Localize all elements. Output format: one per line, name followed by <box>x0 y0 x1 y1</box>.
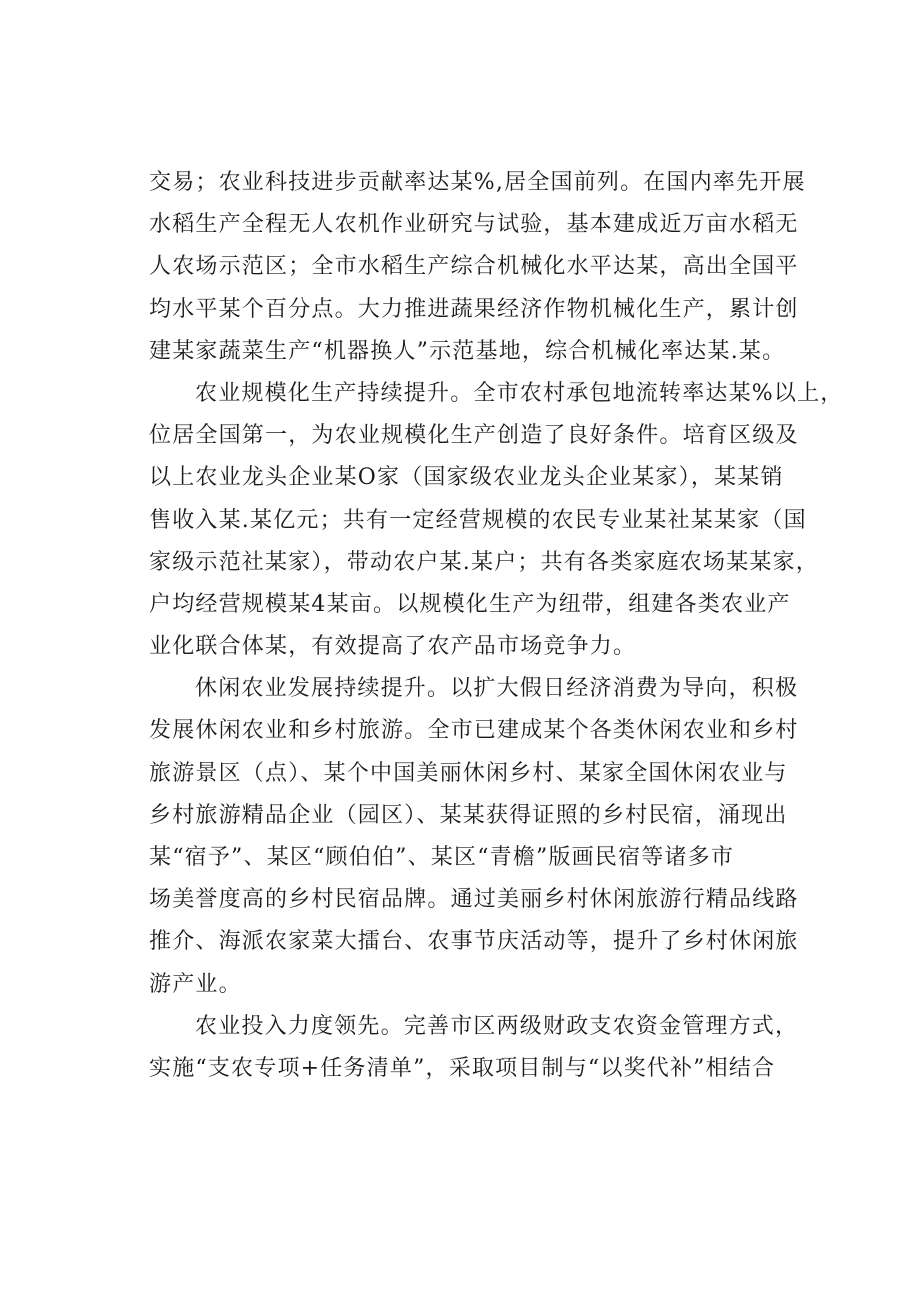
paragraph-line: 实施“支农专项+任务清单”，采取项目制与“以奖代补”相结合 <box>149 1055 776 1081</box>
paragraph-line: 农业规模化生产持续提升。全市农村承包地流转率达某%以上， <box>195 380 844 406</box>
paragraph-line: 人农场示范区；全市水稻生产综合机械化水平达某，高出全国平 <box>149 254 799 280</box>
paragraph-line: 均水平某个百分点。大力推进蔬果经济作物机械化生产，累计创 <box>149 296 799 322</box>
paragraph-line: 水稻生产全程无人农机作业研究与试验，基本建成近万亩水稻无 <box>149 212 799 238</box>
paragraph-line: 建某家蔬菜生产“机器换人”示范基地，综合机械化率达某.某。 <box>149 338 786 364</box>
paragraph-line: 推介、海派农家菜大擂台、农事节庆活动等，提升了乡村休闲旅 <box>149 929 799 955</box>
paragraph-line: 旅游景区（点）、某个中国美丽休闲乡村、某家全国休闲农业与 <box>149 760 788 786</box>
paragraph-1 <box>149 162 809 373</box>
paragraph-line: 售收入某.某亿元；共有一定经营规模的农民专业某社某某家（国 <box>149 507 807 533</box>
paragraph-line: 乡村旅游精品企业（园区）、某某获得证照的乡村民宿，涌现出 <box>149 802 788 828</box>
paragraph-line: 某“宿予”、某区“顾伯伯”、某区“青檐”版画民宿等诸多市 <box>149 845 735 870</box>
paragraph-4 <box>149 1006 809 1090</box>
paragraph-line: 位居全国第一，为农业规模化生产创造了良好条件。培育区级及 <box>149 423 799 449</box>
paragraph-2 <box>149 373 844 668</box>
paragraph-line: 农业投入力度领先。完善市区两级财政支农资金管理方式， <box>195 1013 799 1039</box>
paragraph-3 <box>149 668 809 1006</box>
paragraph-line: 休闲农业发展持续提升。以扩大假日经济消费为导向，积极 <box>195 676 799 702</box>
paragraph-line: 交易；农业科技进步贡献率达某%,居全国前列。在国内率先开展 <box>149 170 806 195</box>
paragraph-line: 发展休闲农业和乡村旅游。全市已建成某个各类休闲农业和乡村 <box>149 718 799 744</box>
paragraph-line: 业化联合体某，有效提高了农产品市场竞争力。 <box>149 634 637 660</box>
paragraph-line: 以上农业龙头企业某O家（国家级农业龙头企业某家），某某销 <box>149 465 784 491</box>
paragraph-line: 家级示范社某家），带动农户某.某户；共有各类家庭农场某某家， <box>149 549 819 575</box>
paragraph-line: 游产业。 <box>149 971 242 997</box>
paragraph-line: 场美誉度高的乡村民宿品牌。通过美丽乡村休闲旅游行精品线路 <box>149 887 799 913</box>
document-body <box>149 162 844 1090</box>
paragraph-line: 户均经营规模某4某亩。以规模化生产为纽带，组建各类农业产 <box>149 591 791 617</box>
